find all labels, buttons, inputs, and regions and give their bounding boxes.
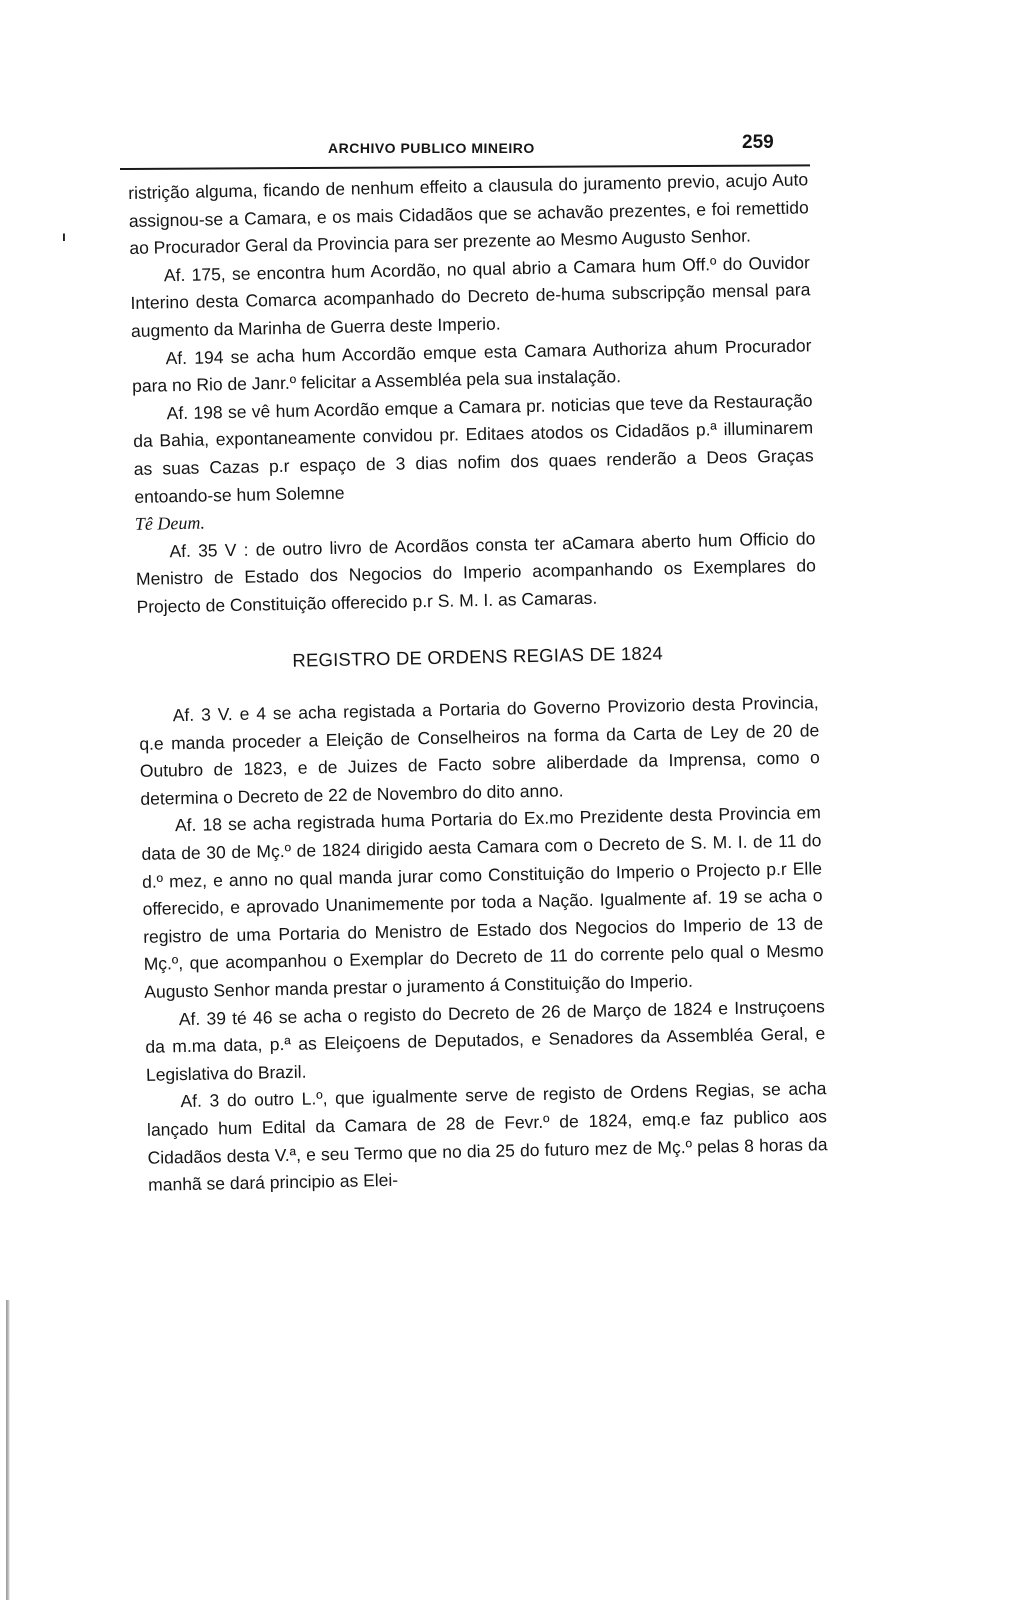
paragraph: Af. 35 V : de outro livro de Acordãos consta ter aCamara aberto hum Officio do Menistro de Estado dos Negocios do Imperio acompanhando os Exemplares do Projecto de Constituição offerecido p.r S. M. I. as Camaras.	[135, 527, 817, 617]
paragraph: Af. 198 se vê hum Acordão emque a Camara pr. noticias que teve da Restauração da Bahia, expontaneamente convidou pr. Editaes atodos os Cidadãos p.ª illuminarem as suas Cazas p.r espaço de 3 dias nofim dos quaes renderão a Deos Graças entoando-se hum Solemne	[133, 390, 814, 507]
paragraph: Af. 18 se acha registrada huma Portaria do Ex.mo Prezidente desta Provincia em data de 30 de Mç.º de 1824 dirigido aesta Camara com o Decreto de S. M. I. de 11 do d.º mez, e anno no qual manda jurar como Constituição do Imperio o Projecto p.r Elle offerecido, e aprovado Unanimemente por toda a Nação. Igualmente af. 19 se acha o registro de uma Portaria do Menistro de Estado dos Negocios do Imperio de 13 de Mç.º, que acompanhou o Exemplar do Decreto de 11 do corrente pelo qual o Mesmo Augusto Senhor manda prestar o juramento á Constituição do Imperio.	[141, 802, 824, 1002]
paragraph: Af. 3 do outro L.º, que igualmente serve de registo de Ordens Regias, se acha lançado hum Edital da Camara de 28 de Fevr.º de 1824, emq.e faz publico aos Cidadãos desta V.ª, e seu Termo que no dia 25 do futuro mez de Mç.º pelas 8 horas da manhã se dará principio as Elei-	[146, 1078, 828, 1195]
page-number: 259	[742, 132, 774, 153]
paragraph: Af. 175, se encontra hum Acordão, no qual abrio a Camara hum Off.º do Ouvidor Interino desta Comarca acompanhado do Decreto de-huma subscripção mensal para augmento da Marinha de Guerra deste Imperio.	[130, 252, 811, 341]
paragraph: Af. 3 V. e 4 se acha registada a Portaria do Governo Provizorio desta Provincia, q.e manda proceder a Eleição de Conselheiros na forma da Carta de Ley de 20 de Outubro de 1823, e de Juizes de Facto sobre aliberdade da Imprensa, como o determina o Decreto de 22 de Novembro do dito anno.	[139, 692, 820, 809]
paragraph: Af. 194 se acha hum Accordão emque esta Camara Authoriza ahum Procurador para no Rio de Janr.º felicitar a Assembléa pela sua instalação.	[131, 334, 812, 397]
page-header	[120, 130, 820, 170]
running-title: ARCHIVO PUBLICO MINEIRO	[328, 140, 535, 156]
section-heading: REGISTRO DE ORDENS REGIAS DE 1824	[292, 641, 664, 671]
paragraph: Af. 39 té 46 se acha o registo do Decreto de 26 de Março de 1824 e Instruçoens da m.ma data, p.ª as Eleiçoens de Deputados, e Senadores da Assembléa Geral, e Legislativa do Brazil.	[145, 995, 826, 1085]
paragraph: ristrição alguma, ficando de nenhum effeito a clausula do juramento previo, acujo Auto assignou-se a Camara, e os mais Cidadãos que se achavão prezentes, e foi remettido ao Procurador Geral da Provincia para ser prezente ao Mesmo Augusto Senhor.	[128, 169, 809, 259]
te-deum-line: Tê Deum.	[134, 512, 206, 535]
body-text-part1	[128, 166, 828, 1199]
margin-mark: ı	[62, 228, 66, 244]
scan-edge-shadow	[6, 1300, 10, 1600]
